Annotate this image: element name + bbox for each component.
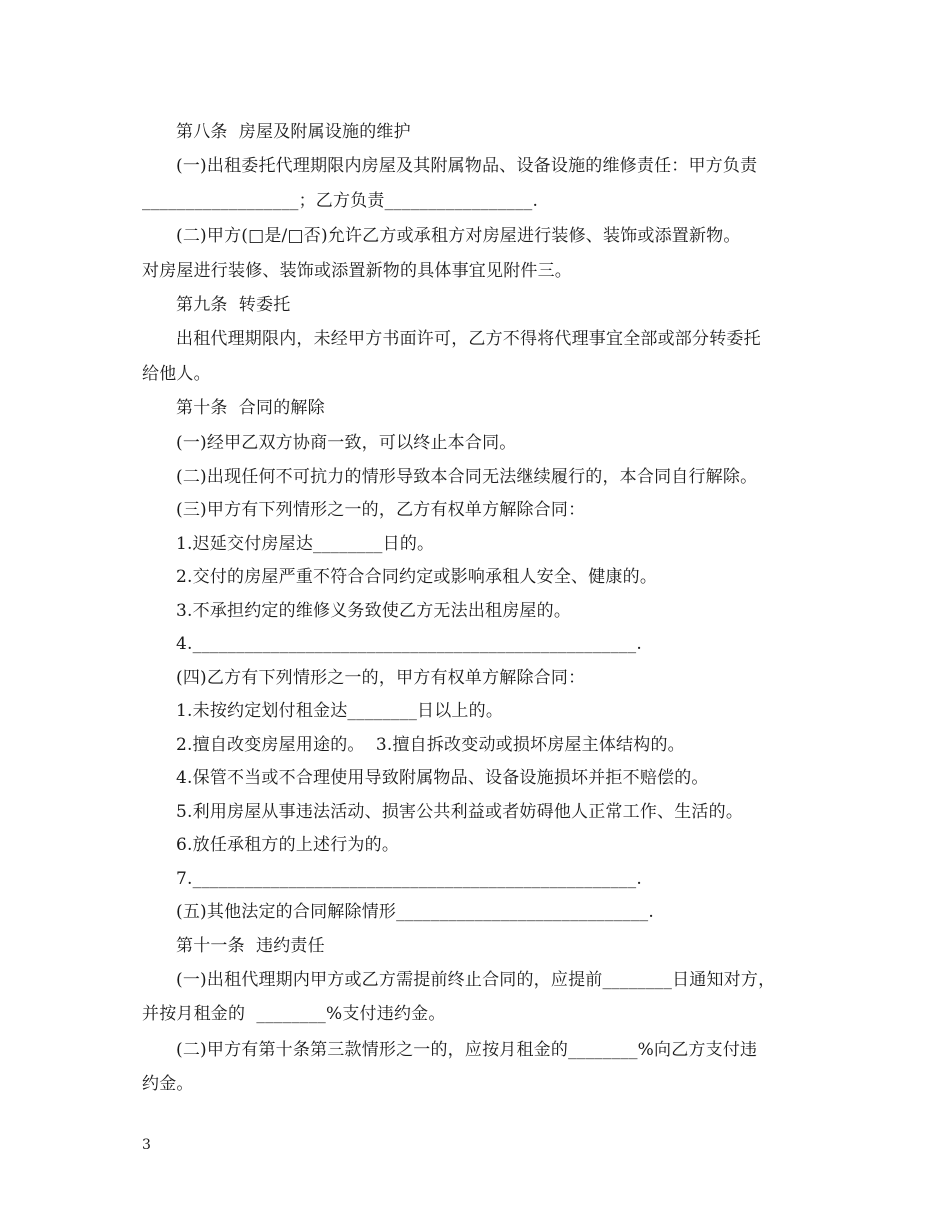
list-item: 6.放任承租方的上述行为的。 xyxy=(176,835,400,855)
page-number: 3 xyxy=(142,1137,151,1153)
paragraph-line: __________________；乙方负责_________________. xyxy=(142,191,539,211)
paragraph-line: 对房屋进行装修、装饰或添置新物的具体事宜见附件三。 xyxy=(142,261,572,281)
paragraph-line: (五)其他法定的合同解除情形_____________________________. xyxy=(176,902,654,922)
list-item: 3.不承担约定的维修义务致使乙方无法出租房屋的。 xyxy=(176,601,572,621)
paragraph-line: 给他人。 xyxy=(142,364,211,384)
list-item: 1.未按约定划付租金达________日以上的。 xyxy=(176,701,504,721)
list-item: 7.___________________________________________________. xyxy=(176,869,642,889)
list-item: 2.交付的房屋严重不符合合同约定或影响承租人安全、健康的。 xyxy=(176,567,658,587)
paragraph-line: (二)甲方(□是/□否)允许乙方或承租方对房屋进行装修、装饰或添置新物。 xyxy=(176,226,741,246)
article-10-heading: 第十条 合同的解除 xyxy=(176,398,325,418)
article-11-heading: 第十一条 违约责任 xyxy=(176,936,325,956)
paragraph-line: 并按月租金的 ________%支付违约金。 xyxy=(142,1004,446,1024)
article-9-heading: 第九条 转委托 xyxy=(176,295,291,315)
list-item: 4.___________________________________________________. xyxy=(176,634,642,654)
article-8-heading: 第八条 房屋及附属设施的维护 xyxy=(176,122,411,142)
paragraph-line: (一)出租代理期内甲方或乙方需提前终止合同的，应提前________日通知对方， xyxy=(176,970,776,990)
list-item: 2.擅自改变房屋用途的。 3.擅自拆改变动或损坏房屋主体结构的。 xyxy=(176,735,685,755)
list-item: 5.利用房屋从事违法活动、损害公共利益或者妨碍他人正常工作、生活的。 xyxy=(176,802,744,822)
paragraph-line: (一)出租委托代理期限内房屋及其附属物品、设备设施的维修责任：甲方负责 xyxy=(176,156,758,176)
list-item: 4.保管不当或不合理使用导致附属物品、设备设施损坏并拒不赔偿的。 xyxy=(176,768,709,788)
paragraph-line: 约金。 xyxy=(142,1074,194,1094)
paragraph-line: (四)乙方有下列情形之一的，甲方有权单方解除合同： xyxy=(176,668,586,688)
paragraph-line: (二)甲方有第十条第三款情形之一的，应按月租金的________%向乙方支付违 xyxy=(176,1040,758,1060)
paragraph-line: (二)出现任何不可抗力的情形导致本合同无法继续履行的，本合同自行解除。 xyxy=(176,467,758,487)
paragraph-line: 出租代理期限内，未经甲方书面许可，乙方不得将代理事宜全部或部分转委托 xyxy=(176,329,761,349)
list-item: 1.迟延交付房屋达________日的。 xyxy=(176,534,435,554)
paragraph-line: (一)经甲乙双方协商一致，可以终止本合同。 xyxy=(176,433,517,453)
paragraph-line: (三)甲方有下列情形之一的，乙方有权单方解除合同： xyxy=(176,500,586,520)
